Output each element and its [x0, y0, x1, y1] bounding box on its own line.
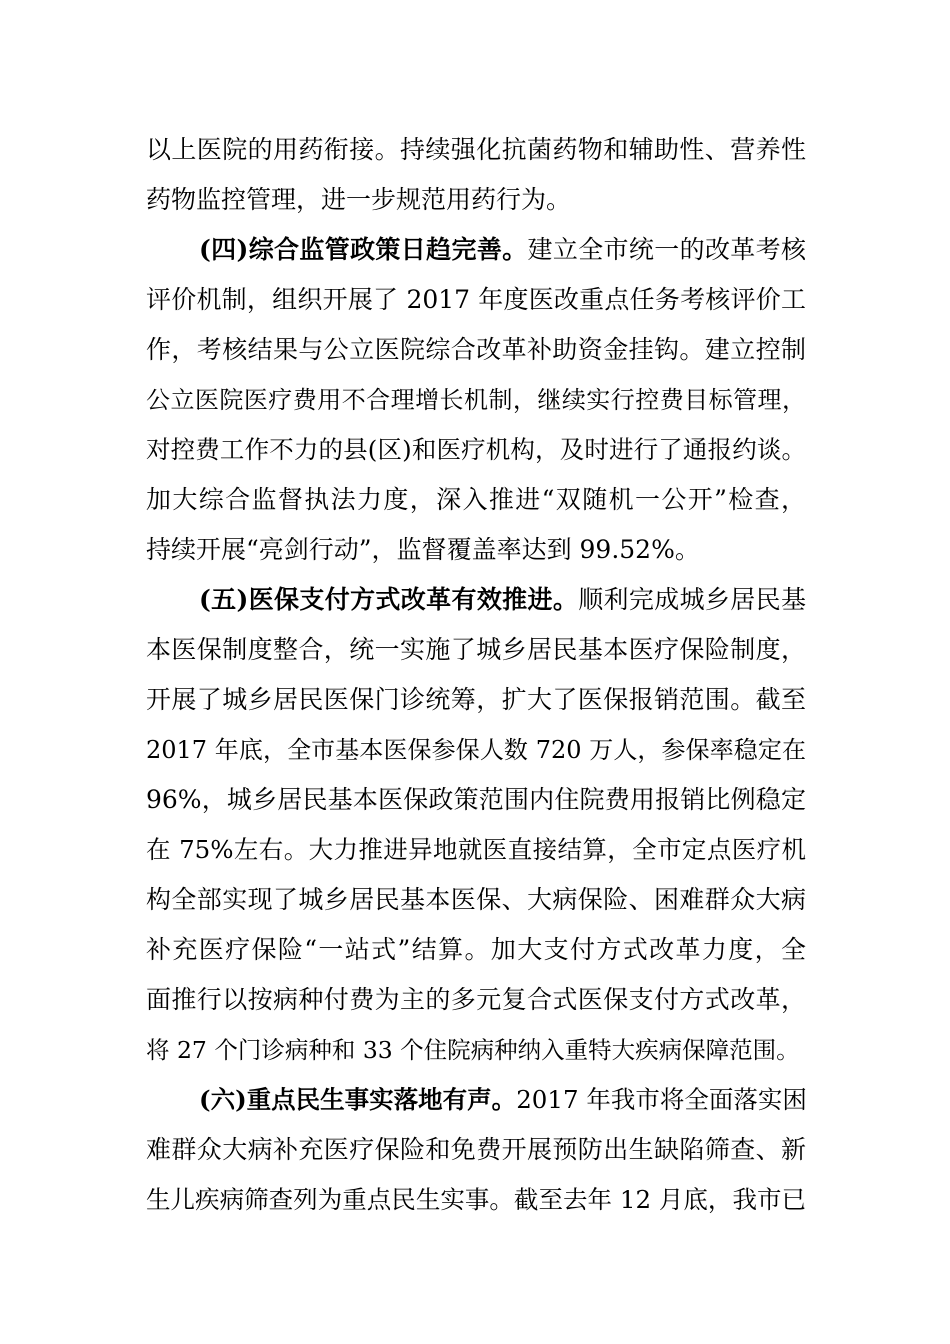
text-line: 以上医院的用药衔接。持续强化抗菌药物和辅助性、营养性	[146, 135, 806, 164]
text-line: 面推行以按病种付费为主的多元复合式医保支付方式改革，	[146, 985, 806, 1014]
text-line: 作，考核结果与公立医院综合改革补助资金挂钩。建立控制	[146, 335, 806, 364]
text-line: 将 27 个门诊病种和 33 个住院病种纳入重特大疾病保障范围。	[146, 1036, 800, 1064]
text-line: 评价机制，组织开展了 2017 年度医改重点任务考核评价工	[146, 285, 806, 314]
text-span: 顺利完成城乡居民基	[578, 585, 806, 614]
section-heading: (四)综合监管政策日趋完善。	[199, 235, 528, 264]
paragraph-first-line	[199, 584, 806, 616]
text-line: 加大综合监督执法力度，深入推进“双随机一公开”检查，	[146, 485, 806, 514]
text-span: 建立全市统一的改革考核	[527, 235, 806, 264]
section-heading: (五)医保支付方式改革有效推进。	[199, 585, 579, 614]
paragraph-first-line	[199, 234, 806, 266]
text-line: 在 75%左右。大力推进异地就医直接结算，全市定点医疗机	[146, 835, 806, 864]
text-line: 构全部实现了城乡居民基本医保、大病保险、困难群众大病	[146, 885, 806, 914]
text-line: 生儿疾病筛查列为重点民生实事。截至去年 12 月底，我市已	[146, 1185, 806, 1214]
text-line: 公立医院医疗费用不合理增长机制，继续实行控费目标管理，	[146, 386, 806, 414]
text-line: 补充医疗保险“一站式”结算。加大支付方式改革力度，全	[146, 935, 806, 964]
text-line: 开展了城乡居民医保门诊统筹，扩大了医保报销范围。截至	[146, 685, 806, 714]
paragraph-first-line	[199, 1084, 806, 1116]
text-line: 对控费工作不力的县(区)和医疗机构，及时进行了通报约谈。	[146, 435, 806, 464]
text-line: 药物监控管理，进一步规范用药行为。	[146, 185, 572, 214]
section-heading: (六)重点民生事实落地有声。	[199, 1085, 517, 1114]
text-line: 2017 年底，全市基本医保参保人数 720 万人，参保率稳定在	[146, 736, 806, 764]
text-line: 难群众大病补充医疗保险和免费开展预防出生缺陷筛查、新	[146, 1135, 806, 1164]
text-span: 2017 年我市将全面落实困	[516, 1085, 807, 1114]
text-line: 96%，城乡居民基本医保政策范围内住院费用报销比例稳定	[146, 785, 806, 814]
text-line: 持续开展“亮剑行动”，监督覆盖率达到 99.52%。	[146, 535, 700, 564]
text-line: 本医保制度整合，统一实施了城乡居民基本医疗保险制度，	[146, 635, 806, 664]
